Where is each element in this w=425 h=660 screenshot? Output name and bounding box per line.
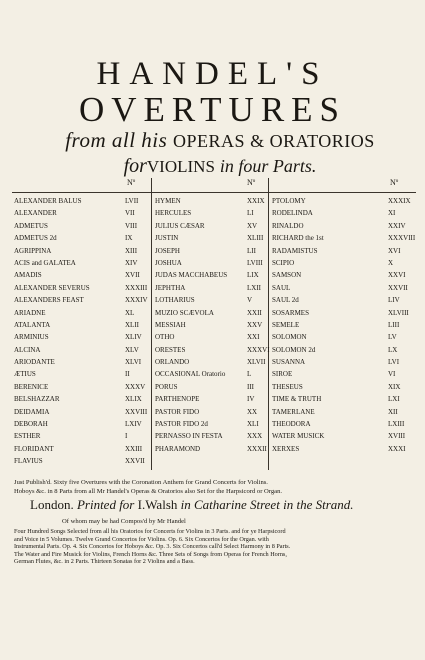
catalog-entry [155, 319, 267, 331]
catalog-entry [272, 418, 414, 430]
title-instrumentation [80, 156, 360, 176]
catalog-entry-number: XXVII [388, 283, 408, 292]
catalog-entry-title: PERNASSO IN FESTA [155, 432, 223, 441]
catalog-entry [14, 282, 150, 294]
catalog-entry-number: XXXI [388, 444, 406, 453]
catalog-entry-number: LX [388, 345, 398, 354]
catalog-entry [155, 430, 267, 442]
catalog-entry-title: JOSEPH [155, 246, 180, 255]
catalog-entry-number: XL [125, 308, 135, 317]
title-overtures: OVERTURES [78, 90, 347, 129]
catalog-entry [14, 269, 150, 281]
catalog-entry-number: XXXV [125, 382, 146, 391]
catalog-entry-number: V [247, 296, 253, 305]
catalog-entry-title: PASTOR FIDO 2d [155, 420, 208, 429]
catalog-entry [14, 393, 150, 405]
catalog-entry [155, 232, 267, 244]
catalog-entry-title: PTOLOMY [272, 197, 306, 205]
catalog-entry-number: VII [125, 209, 135, 218]
imprint-london: London. [30, 497, 74, 512]
catalog-entry-title: JOSHUA [155, 258, 182, 267]
catalog-entry [272, 319, 414, 331]
catalog-entry-number: XLVI [125, 358, 142, 367]
imprint-the: the [296, 497, 313, 512]
catalog-entry [155, 294, 267, 306]
catalog-entry-title: AGRIPPINA [14, 246, 52, 255]
catalog-entry-number: XX [247, 407, 258, 416]
catalog-entry [155, 356, 267, 368]
catalog-entry-title: HERCULES [155, 209, 192, 218]
catalog-entry-number: XII [388, 407, 398, 416]
catalog-entry-title: FLORIDANT [14, 444, 54, 453]
catalog-entry [272, 393, 414, 405]
catalog-entry-number: XXXII [247, 444, 267, 453]
catalog-entry-title: DEBORAH [14, 420, 48, 429]
catalog-entry [14, 430, 150, 442]
catalog-entry [14, 331, 150, 343]
catalog-entry-title: JEPHTHA [155, 283, 186, 292]
catalog-entry-title: ESTHER [14, 432, 41, 441]
catalog-entry-title: AMADIS [14, 271, 42, 280]
catalog-entry [272, 294, 414, 306]
catalog-entry [272, 406, 414, 418]
catalog-entry-title: SAUL 2d [272, 296, 299, 305]
catalog-entry-title: SOLOMON [272, 333, 307, 342]
catalog-entry-number: XLIV [125, 333, 142, 342]
catalog-entry-number: IX [125, 234, 133, 243]
catalog-entry [272, 282, 414, 294]
catalog-entry [14, 344, 150, 356]
catalog-entry-number: VIII [125, 221, 138, 230]
catalog-entry-title: ALEXANDERS FEAST [14, 296, 84, 305]
catalog-entry-title: ORESTES [155, 345, 186, 354]
catalog-entry [14, 381, 150, 393]
title-subtitle-genres: OPERAS & ORATORIOS [173, 131, 375, 151]
catalog-entry-number: XLV [125, 345, 139, 354]
catalog-entry [272, 232, 414, 244]
catalog-column-3 [272, 195, 414, 455]
catalog-entry [272, 356, 414, 368]
catalog-entry-number: XLVIII [388, 308, 409, 317]
catalog-entry [14, 319, 150, 331]
number-header-1: Nº [127, 178, 136, 187]
catalog-entry-title: FLAVIUS [14, 457, 43, 466]
catalog-entry [155, 220, 267, 232]
title-instr-violins: VIOLINS [146, 157, 215, 176]
catalog-entry-title: ÆTIUS [14, 370, 36, 379]
catalog-entry-title: ALEXANDER SEVERUS [14, 283, 90, 292]
catalog-entry [272, 195, 414, 207]
catalog-entry [272, 220, 414, 232]
catalog-entry [272, 307, 414, 319]
catalog-entry-number: XLVII [247, 358, 266, 367]
title-subtitle [30, 130, 410, 151]
advert-catalogue [14, 528, 419, 566]
imprint-strand: Strand. [315, 497, 354, 512]
catalog-entry [155, 269, 267, 281]
catalog-entry-number: XI [388, 209, 396, 218]
catalog-entry [155, 393, 267, 405]
catalog-entry-title: SEMELE [272, 320, 300, 329]
catalog-entry-number: II [125, 370, 130, 379]
number-header-3: Nº [390, 178, 399, 187]
catalog-entry-title: ALEXANDER BALUS [14, 197, 82, 205]
catalog-entry-number: LXIV [125, 420, 142, 429]
catalog-entry-title: SOLOMON 2d [272, 345, 316, 354]
catalog-entry [272, 245, 414, 257]
title-instr-for: for [123, 155, 147, 177]
catalog-entry-title: RODELINDA [272, 209, 313, 218]
catalog-entry-title: ALEXANDER [14, 209, 57, 218]
catalog-entry-title: JUDAS MACCHABEUS [155, 271, 228, 280]
catalog-entry-number: XXIII [125, 444, 143, 453]
catalog-entry-title: ARIADNE [14, 308, 46, 317]
catalog-entry-number: XXXVIII [388, 234, 416, 243]
advert-catalogue-line: and Voice in 5 Volumes. Twelve Grand Concertos for Violins. Op. 6. Six Concertos for the Organ. with [14, 535, 269, 543]
advert-line-1: Just Publish'd. Sixty five Overtures with the Coronation Anthem for Grand Concerts for Violins. [14, 479, 268, 486]
catalog-column-1 [14, 195, 150, 468]
catalog-entry-title: SAUL [272, 283, 291, 292]
catalog-entry-title: SUSANNA [272, 358, 306, 367]
catalog-entry-number: XXVI [388, 271, 406, 280]
catalog-entry-title: RINALDO [272, 221, 304, 230]
catalog-entry-number: L [247, 370, 252, 379]
catalog-entry-number: XXV [247, 320, 263, 329]
catalog-entry [14, 257, 150, 269]
catalog-entry-number: LI [247, 209, 254, 218]
catalog-column-2 [155, 195, 270, 455]
imprint-in-2: in [283, 497, 294, 512]
catalog-entry-number: XIII [125, 246, 138, 255]
catalog-entry-number: XIV [125, 258, 138, 267]
catalog-entry [155, 195, 267, 207]
catalog-entry-title: MUZIO SCÆVOLA [155, 308, 214, 317]
catalog-entry-number: XVIII [388, 432, 406, 441]
catalog-entry-title: THEODORA [272, 420, 311, 429]
catalog-entry-number: XXII [247, 308, 262, 317]
catalog-entry-title: LOTHARIUS [155, 296, 195, 305]
catalog-entry-title: SCIPIO [272, 258, 295, 267]
catalog-entry-title: JULIUS CÆSAR [155, 221, 205, 230]
catalog-entry-number: LIV [388, 296, 400, 305]
catalog-entry-number: X [388, 258, 394, 267]
catalog-entry [155, 418, 267, 430]
catalog-entry [272, 207, 414, 219]
catalog-entry-title: ATALANTA [14, 320, 51, 329]
catalog-entry-number: XXI [247, 333, 260, 342]
advert-of-whom: Of whom may be had Compos'd by Mr Handel [62, 518, 186, 525]
catalog-entry-title: XERXES [272, 444, 300, 453]
imprint-printed: Printed for [76, 497, 135, 512]
catalog-entry-number: XVII [125, 271, 140, 280]
catalog-entry-number: XXIV [388, 221, 406, 230]
catalog-entry-title: RICHARD the 1st [272, 234, 324, 243]
catalog-entry [14, 418, 150, 430]
catalog-entry-title: SOSARMES [272, 308, 309, 317]
catalog-entry [272, 430, 414, 442]
catalog-entry-title: PASTOR FIDO [155, 407, 200, 416]
catalog-entry-title: TIME & TRUTH [272, 395, 322, 404]
catalog-entry-number: XLIII [247, 234, 264, 243]
catalog-entry-number: XIX [388, 382, 401, 391]
catalog-entry-number: XXX [247, 432, 263, 441]
imprint [30, 497, 354, 513]
imprint-in: in [180, 497, 191, 512]
catalog-entry-title: RADAMISTUS [272, 246, 318, 255]
catalog-entry-number: LVII [125, 197, 139, 205]
catalog-entry-number: XLI [247, 420, 259, 429]
catalog-entry [272, 257, 414, 269]
catalog-entry-title: SIROE [272, 370, 293, 379]
catalog-entry-number: LXI [388, 395, 400, 404]
catalog-entry-number: III [247, 382, 254, 391]
catalog-entry-number: LVIII [247, 258, 263, 267]
catalog-entry-title: PARTHENOPE [155, 395, 200, 404]
catalog-entry-number: IV [247, 395, 255, 404]
catalog-entry-title: ARMINIUS [14, 333, 49, 342]
catalog-entry [155, 331, 267, 343]
catalog-entry-title: ACIS and GALATEA [14, 258, 76, 267]
catalog-entry [272, 443, 414, 455]
title-handels: HANDEL'S [96, 56, 329, 92]
catalog-entry [14, 307, 150, 319]
catalog-entry-title: BELSHAZZAR [14, 395, 60, 404]
imprint-walsh: I.Walsh [137, 497, 178, 512]
catalog-entry-number: XXIX [247, 197, 265, 205]
catalog-entry [155, 381, 267, 393]
catalog-entry [14, 232, 150, 244]
advert-catalogue-line: Four Hundred Songs Selected from all his Oratorios for Concerts for Violins in 3 Parts. and for ye Harpsicord [14, 528, 286, 535]
catalog-entry-title: OTHO [155, 333, 175, 342]
catalog-entry-title: HYMEN [155, 197, 181, 205]
catalog-entry-number: LII [247, 246, 256, 255]
catalog-entry [14, 207, 150, 219]
catalog-entry-title: TAMERLANE [272, 407, 315, 416]
catalog-entry-title: JUSTIN [155, 234, 179, 243]
catalog-entry-number: XXXIII [125, 283, 148, 292]
catalog-entry [14, 195, 150, 207]
catalog-entry-number: LIX [247, 271, 259, 280]
catalog-entry-title: MESSIAH [155, 320, 186, 329]
catalog-entry [272, 331, 414, 343]
catalog-entry-title: SAMSON [272, 271, 302, 280]
catalog-entry-title: ADMETUS [14, 221, 48, 230]
catalog-entry-number: XXXIX [388, 197, 411, 205]
catalog-entry-number: I [125, 432, 128, 441]
catalog-entry [14, 294, 150, 306]
catalog-entry-number: XXXIV [125, 296, 148, 305]
catalog-entry-number: XV [247, 221, 258, 230]
catalog-entry [155, 368, 267, 380]
catalog-entry-number: LIII [388, 320, 400, 329]
catalog-entry [272, 368, 414, 380]
catalog-entry [14, 443, 150, 455]
column-divider-2 [268, 178, 269, 470]
catalog-entry-title: ADMETUS 2d [14, 234, 57, 243]
catalog-entry-number: XXVIII [125, 407, 148, 416]
catalog-entry [272, 381, 414, 393]
catalog-entry-number: LVI [388, 358, 400, 367]
catalog-entry-number: LXIII [388, 420, 405, 429]
catalog-entry [155, 207, 267, 219]
catalog-entry [14, 220, 150, 232]
catalog-entry-title: PORUS [155, 382, 178, 391]
catalog-entry-title: ARIODANTE [14, 358, 55, 367]
catalog-entry-title: WATER MUSICK [272, 432, 325, 441]
catalog-entry [272, 344, 414, 356]
catalog-entry-title: BERENICE [14, 382, 49, 391]
title-subtitle-from: from all his [65, 128, 168, 152]
catalog-entry-title: ALCINA [14, 345, 41, 354]
catalog-entry [272, 269, 414, 281]
catalog-entry-title: THESEUS [272, 382, 303, 391]
catalog-entry-title: ORLANDO [155, 358, 190, 367]
table-top-rule [12, 192, 416, 193]
column-divider-1 [151, 178, 152, 470]
catalog-entry [14, 356, 150, 368]
catalog-entry [155, 245, 267, 257]
advert-line-2: Hoboys &c. in 8 Parts from all Mr Handel's Operas & Oratorios also Set for the Harpsicord or Organ. [14, 488, 283, 495]
catalog-entry [14, 406, 150, 418]
catalog-entry-number: XLII [125, 320, 139, 329]
catalog-entry-number: LV [388, 333, 397, 342]
catalog-entry-number: XVI [388, 246, 401, 255]
title-instr-parts: in four Parts. [219, 156, 317, 176]
catalog-entry-title: PHARAMOND [155, 444, 201, 453]
catalog-entry [155, 443, 267, 455]
catalog-entry [155, 406, 267, 418]
catalog-entry [155, 307, 267, 319]
advert-just-published [14, 478, 414, 496]
advert-catalogue-line: Instrumental Parts. Op. 4. Six Concertos for Hoboys &c. Op. 3. Six Concertos call'd Select Harmony in 8 Parts. [14, 543, 291, 551]
catalog-entry [155, 344, 270, 356]
number-header-2: Nº [247, 178, 256, 187]
catalog-entry [14, 368, 150, 380]
advert-catalogue-line: German Flutes, &c. in 2 Parts. Thirteen Sonatas for 2 Violins and a Bass. [14, 558, 195, 566]
catalog-entry-number: XXVII [125, 457, 145, 466]
catalog-entry-number: LXII [247, 283, 261, 292]
catalog-entry-number: XXXVI [247, 345, 270, 354]
catalog-entry-title: OCCASIONAL Oratorio [155, 370, 226, 379]
catalog-entry [14, 245, 150, 257]
catalog-entry [155, 257, 267, 269]
advert-catalogue-line: The Water and Fire Musick for Violins, French Horns &c. Three Sets of Songs from Operas for French Horns, [14, 550, 287, 558]
imprint-street: Catharine Street [194, 497, 280, 512]
catalog-entry-number: XLIX [125, 395, 142, 404]
catalog-entry-title: DEIDAMIA [14, 407, 50, 416]
catalog-entry [14, 455, 150, 467]
catalog-entry-number: VI [388, 370, 396, 379]
catalog-entry [155, 282, 267, 294]
